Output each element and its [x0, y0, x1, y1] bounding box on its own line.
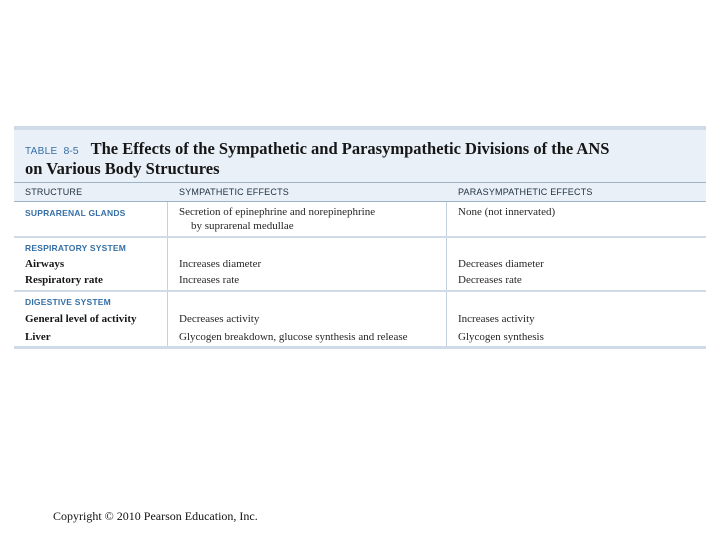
copyright-notice: Copyright © 2010 Pearson Education, Inc.: [53, 509, 258, 523]
liver-sympathetic: Glycogen breakdown, glucose synthesis and release: [179, 331, 408, 343]
structure-respiratory-rate: Respiratory rate: [25, 274, 103, 286]
respiratory-rate-parasympathetic: Decreases rate: [458, 274, 522, 286]
liver-parasympathetic: Glycogen synthesis: [458, 331, 544, 343]
section-digestive-system: DIGESTIVE SYSTEM: [25, 297, 111, 307]
structure-airways: Airways: [25, 258, 65, 270]
section-separator: [14, 236, 706, 238]
column-divider-2: [446, 202, 447, 346]
table-title-line1: [25, 139, 609, 159]
section-suprarenal-glands: SUPRARENAL GLANDS: [25, 208, 126, 218]
table-bottom-rule: [14, 346, 706, 349]
structure-general-activity: General level of activity: [25, 313, 137, 325]
table-label: TABLE: [25, 146, 58, 157]
table-title-continued: on Various Body Structures: [25, 159, 220, 178]
respiratory-rate-sympathetic: Increases rate: [179, 274, 240, 286]
suprarenal-parasympathetic: None (not innervated): [458, 206, 556, 218]
column-header-structure: STRUCTURE: [25, 187, 83, 197]
column-header-row: [14, 182, 706, 202]
airways-parasympathetic: Decreases diameter: [458, 258, 544, 270]
effects-table: [14, 126, 706, 350]
column-divider-1: [167, 202, 168, 346]
section-respiratory-system: RESPIRATORY SYSTEM: [25, 243, 127, 253]
table-title: The Effects of the Sympathetic and Parasympathetic Divisions of the ANS: [90, 139, 610, 158]
general-activity-sympathetic: Decreases activity: [179, 313, 260, 325]
structure-liver: Liver: [25, 331, 51, 343]
column-header-sympathetic: SYMPATHETIC EFFECTS: [179, 187, 289, 197]
airways-sympathetic: Increases diameter: [179, 258, 262, 270]
general-activity-parasympathetic: Increases activity: [458, 313, 535, 325]
column-header-parasympathetic: PARASYMPATHETIC EFFECTS: [458, 187, 593, 197]
suprarenal-sympathetic-line1: Secretion of epinephrine and norepinephrine: [179, 206, 376, 218]
suprarenal-sympathetic-line2: by suprarenal medullae: [191, 220, 294, 232]
table-title-area: [14, 130, 706, 182]
table-number: 8-5: [63, 145, 79, 157]
section-separator: [14, 290, 706, 292]
